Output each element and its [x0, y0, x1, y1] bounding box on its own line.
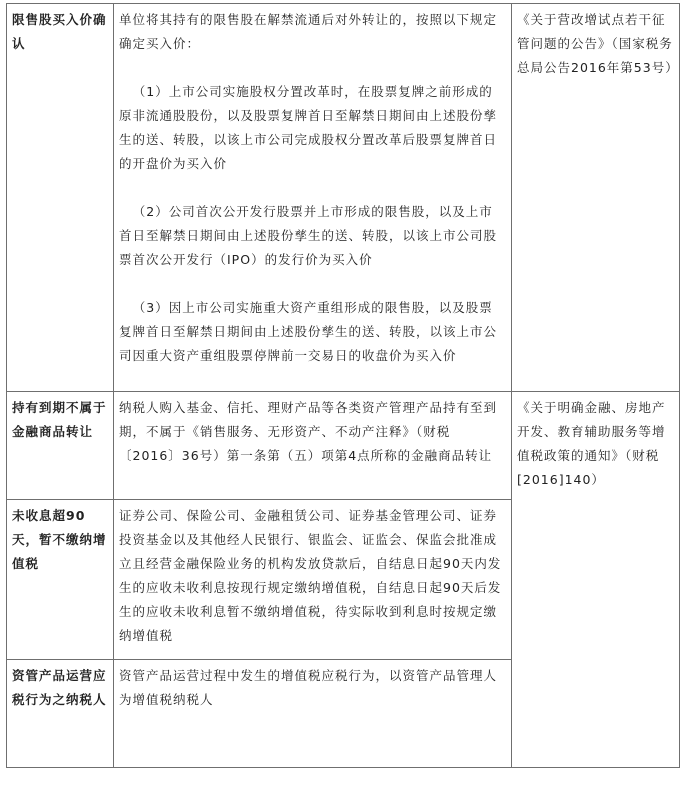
- content-paragraph: （2）公司首次公开发行股票并上市形成的限售股，以及上市首日至解禁日期间由上述股份孳生的送、转股，以该上市公司股票首次公开发行（IPO）的发行价为买入价: [119, 204, 498, 267]
- tax-policy-table: [6, 3, 680, 768]
- content-paragraph: 资管产品运营过程中发生的增值税应税行为，以资管产品管理人为增值税纳税人: [119, 668, 498, 707]
- content-paragraph: （3）因上市公司实施重大资产重组形成的限售股，以及股票复牌首日至解禁日期间由上述股份孳生的送、转股，以该上市公司因重大资产重组股票停牌前一交易日的收盘价为买入价: [119, 300, 498, 363]
- content-paragraph: （1）上市公司实施股权分置改革时，在股票复牌之前形成的原非流通股股份，以及股票复牌首日至解禁日期间由上述股份孳生的送、转股，以该上市公司完成股权分置改革后股票复牌首日的开盘价为买入价: [119, 84, 498, 171]
- topic-cell: 限售股买入价确认: [7, 4, 114, 392]
- content-paragraph: 证券公司、保险公司、金融租赁公司、证券基金管理公司、证券投资基金以及其他经人民银行、银监会、证监会、保监会批准成立且经营金融保险业务的机构发放贷款后，自结息日起90天内发生的应收未收利息按现行规定缴纳增值税，自结息日起90天后发生的应收未收利息暂不缴纳增值税，待实际收到利息时按规定缴纳增值税: [119, 508, 502, 643]
- topic-cell: 持有到期不属于金融商品转让: [7, 392, 114, 500]
- topic-cell: 未收息超90天，暂不缴纳增值税: [7, 500, 114, 660]
- content-paragraph: 纳税人购入基金、信托、理财产品等各类资产管理产品持有至到期，不属于《销售服务、无形资产、不动产注释》（财税〔2016〕36号）第一条第（五）项第4点所称的金融商品转让: [119, 400, 498, 463]
- table-row: [7, 4, 680, 392]
- content-cell: [114, 660, 512, 768]
- content-cell: [114, 4, 512, 392]
- basis-cell: 《关于营改增试点若干征管问题的公告》（国家税务总局公告2016年第53号）: [512, 4, 680, 392]
- table-row: [7, 392, 680, 500]
- content-cell: [114, 392, 512, 500]
- content-cell: [114, 500, 512, 660]
- content-paragraph: 单位将其持有的限售股在解禁流通后对外转让的，按照以下规定确定买入价：: [119, 12, 498, 51]
- basis-cell: 《关于明确金融、房地产开发、教育辅助服务等增值税政策的通知》（财税[2016]140）: [512, 392, 680, 768]
- topic-cell: 资管产品运营应税行为之纳税人: [7, 660, 114, 768]
